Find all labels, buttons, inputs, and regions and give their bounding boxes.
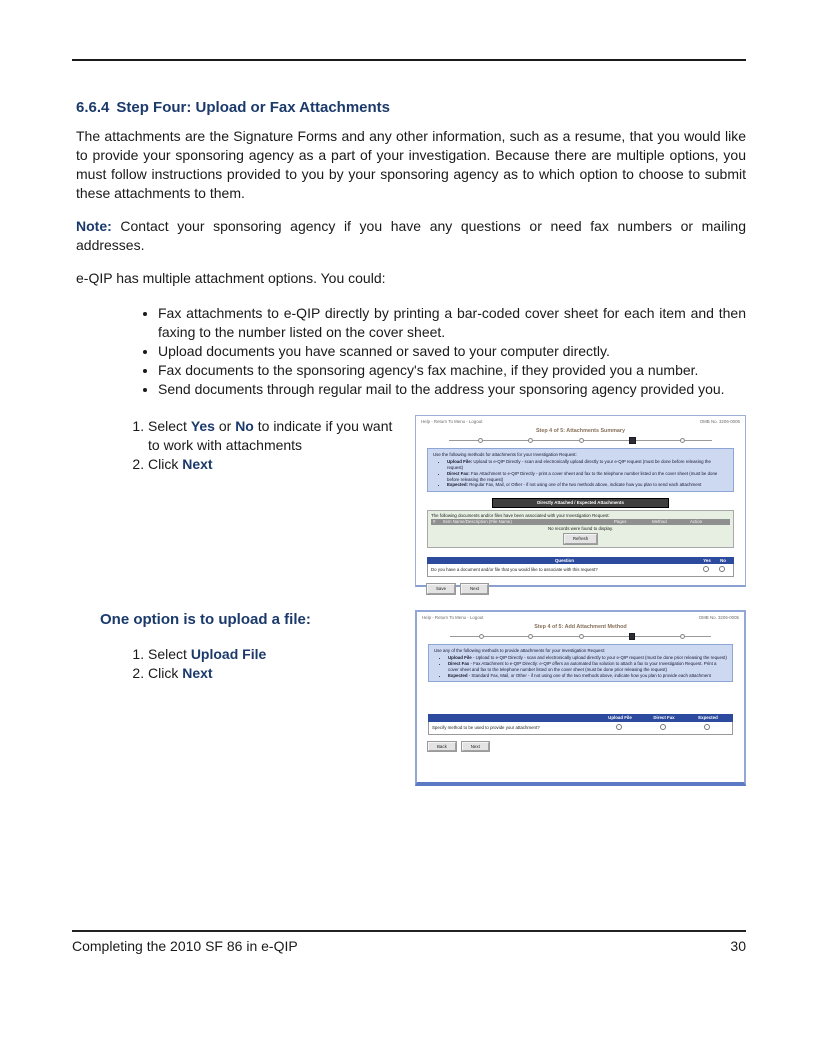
upload-file-column-label: Upload File (608, 715, 632, 721)
attachments-table-panel (427, 510, 734, 548)
shot1-instructions-intro: Use the following methods for attachments for your Investigation Request: (433, 451, 577, 457)
step-node-4-active (629, 633, 636, 640)
steps-list-upload (122, 645, 400, 683)
expected-radio-cell (685, 724, 729, 732)
refresh-wrap (431, 534, 730, 544)
instruction-text: - Standard Fax, Mail, or Other - if not using one of the two methods above, indicate how you plan to provide each attachment (467, 672, 711, 678)
empty-records-text: No records were found to display. (547, 526, 614, 532)
bullet-item: • Fax attachments to e-QIP directly by printing a bar-coded cover sheet for each item and then faxing to the number listed on the cover sheet. (158, 304, 746, 342)
bullet-item: • Send documents through regular mail to the address your sponsoring agency provided you. (158, 380, 746, 399)
table-header-row (431, 519, 730, 525)
next-button[interactable]: Next (461, 584, 488, 594)
direct-fax-column-label: Direct Fax (653, 715, 675, 721)
direct-fax-radio[interactable] (660, 724, 666, 730)
shot1-header (421, 419, 740, 425)
shot2-instructions-panel (428, 644, 733, 683)
question-text: Do you have a document and/or file that you would like to associate with this request? (431, 567, 598, 573)
step-node-5 (680, 634, 685, 639)
section-heading (76, 99, 746, 117)
shot1-step-title: Step 4 of 5: Attachments Summary (535, 427, 626, 434)
yes-keyword: Yes (190, 418, 215, 434)
step-node-2 (528, 634, 533, 639)
table-intro: The following documents and/or files have been associated with your Investigation Request: (431, 512, 610, 518)
yes-radio-cell (698, 566, 714, 574)
shot2-instructions-list (434, 655, 727, 678)
step-text: to indicate if you want to work with attachments (148, 418, 393, 453)
page-number: 30 (730, 938, 746, 954)
next-keyword: Next (182, 456, 213, 472)
step-node-1 (478, 438, 483, 443)
step-item (148, 645, 400, 664)
expected-column-label: Expected (698, 715, 718, 721)
intro-paragraph: The attachments are the Signature Forms and any other information, such as a resume, that you would like to provide your sponsoring agency as a part of your investigation. Because there are multiple options, you must follow instructions provided to you by your sponsoring agency as to which option to choose to submit these attachments to them. (76, 128, 746, 201)
section-title: Step Four: Upload or Fax Attachments (116, 99, 391, 116)
instruction-item (447, 471, 728, 482)
instruction-text: Upload to e-QIP Directly - scan and electronically upload directly to your e-QIP request (must be done before releasing the request) (447, 459, 711, 471)
next-keyword: Next (182, 665, 213, 681)
page-content (76, 99, 746, 787)
shot2-button-row (428, 742, 733, 752)
shot2-inner (417, 612, 744, 754)
step-node-5 (680, 438, 685, 443)
shot2-header (422, 615, 739, 621)
direct-fax-radio-cell (641, 724, 685, 732)
step-node-3 (579, 438, 584, 443)
bullet-item: • Fax documents to the sponsoring agency's fax machine, if they provided you a number. (158, 361, 746, 380)
header-rule (72, 59, 746, 61)
footer-title: Completing the 2010 SF 86 in e-QIP (72, 938, 298, 954)
note-paragraph (76, 217, 746, 255)
options-intro: e-QIP has multiple attachment options. You could: (76, 270, 386, 286)
yes-radio[interactable] (703, 566, 709, 572)
menu-links[interactable]: Help - Return To Menu - Logout (422, 615, 484, 620)
question-bar (427, 557, 734, 565)
bullet-item: • Upload documents you have scanned or saved to your computer directly. (158, 342, 746, 361)
upload-file-keyword: Upload File (190, 646, 267, 662)
page-footer (72, 930, 746, 954)
step-node-3 (579, 634, 584, 639)
screenshot-attachments-summary (415, 415, 746, 592)
shot1-instructions-list (433, 459, 728, 488)
screenshot-add-attachment-method (415, 610, 746, 786)
instruction-lead: Expected (448, 672, 468, 678)
step-text: Select (148, 418, 191, 434)
method-question-row (428, 722, 733, 735)
no-keyword: No (235, 418, 254, 434)
options-bullet-list (76, 304, 746, 399)
question-row (427, 564, 734, 577)
upload-option-heading: One option is to upload a file: (100, 611, 311, 628)
no-column-label: No (720, 557, 726, 563)
step-text: Select (148, 646, 191, 662)
col-pages: Pages (614, 519, 627, 525)
instruction-text: Fax Attachment to e-QIP Directly - print a cover sheet and fax to the telephone number listed on the cover sheet (must be done before releasing the request) (447, 470, 718, 482)
omb-number: OMB No. 3206-0005 (699, 419, 740, 424)
upload-file-radio[interactable] (616, 724, 622, 730)
menu-links[interactable]: Help - Return To Menu - Logout (421, 419, 483, 424)
section-number: 6.6.4 (76, 99, 110, 116)
step-item (148, 664, 400, 683)
method-bar (428, 714, 733, 722)
col-number: # (433, 519, 436, 525)
instruction-item (448, 661, 727, 672)
step-node-4-active (629, 437, 636, 444)
step-text: or (214, 418, 236, 434)
save-button[interactable]: Save (427, 584, 455, 594)
expected-radio[interactable] (704, 724, 710, 730)
instruction-lead: Upload File (448, 655, 472, 661)
shot1-button-row (427, 584, 734, 594)
instruction-lead: Upload File: (447, 459, 473, 465)
instruction-text: Regular Fax, Mail, or Other - if not using one of the two methods above, indicate how you plan to send each attachment (467, 482, 702, 488)
instruction-text: - Fax Attachment to e-QIP Directly: e-QIP offers an automated fax solution to attach a fax to your Investigation Request. Print a cover sheet and fax to the telephone number listed on the cover sheet (must be done prior releasing the request) (448, 661, 717, 672)
step-text: Click (148, 456, 183, 472)
col-item-name: Item Name/Description (File Name) (443, 519, 512, 525)
shot1-inner (416, 416, 745, 597)
instruction-text: - Upload to e-QIP Directly - scan and electronically upload directly to your e-QIP request (must be done prior releasing the request) (471, 655, 727, 661)
attachments-section-bar: Directly Attached / Expected Attachments (492, 498, 669, 508)
omb-number: OMB No. 3206-0005 (698, 615, 739, 620)
shot2-step-title: Step 4 of 5: Add Attachment Method (534, 623, 627, 630)
yes-column-label: Yes (703, 557, 711, 563)
back-button[interactable]: Back (428, 742, 456, 752)
method-question-text: Specify method to be used to provide your attachment? (432, 725, 540, 731)
steps-list-attachments (122, 417, 400, 474)
upload-file-radio-cell (597, 724, 641, 732)
instruction-lead: Direct Fax (448, 661, 470, 667)
no-radio-cell (714, 566, 730, 574)
shot2-instructions-intro: Use any of the following methods to provide attachments for your Investigation Request: (434, 647, 606, 653)
question-bar-label: Question (554, 557, 575, 563)
no-radio[interactable] (719, 566, 725, 572)
method-bar-spacer (431, 715, 598, 721)
instruction-lead: Expected: (447, 482, 468, 488)
instruction-item (448, 673, 727, 679)
refresh-button[interactable]: Refresh (564, 534, 597, 544)
step-item (148, 417, 400, 455)
step-text: Click (148, 665, 183, 681)
shot1-progress-bar (449, 436, 712, 444)
step-node-2 (528, 438, 533, 443)
next-button[interactable]: Next (462, 742, 489, 752)
instruction-lead: Direct Fax: (447, 470, 470, 476)
step-item (148, 455, 400, 474)
step-node-1 (479, 634, 484, 639)
note-text: Contact your sponsoring agency if you have any questions or need fax numbers or mailing addresses. (76, 218, 746, 253)
col-method: Method (652, 519, 667, 525)
figure-area (76, 415, 746, 787)
shot2-progress-bar (450, 632, 711, 640)
instruction-item (447, 459, 728, 470)
note-label: Note: (76, 218, 112, 234)
instruction-item (447, 482, 728, 488)
col-action: Action (690, 519, 703, 525)
shot1-instructions-panel (427, 448, 734, 492)
